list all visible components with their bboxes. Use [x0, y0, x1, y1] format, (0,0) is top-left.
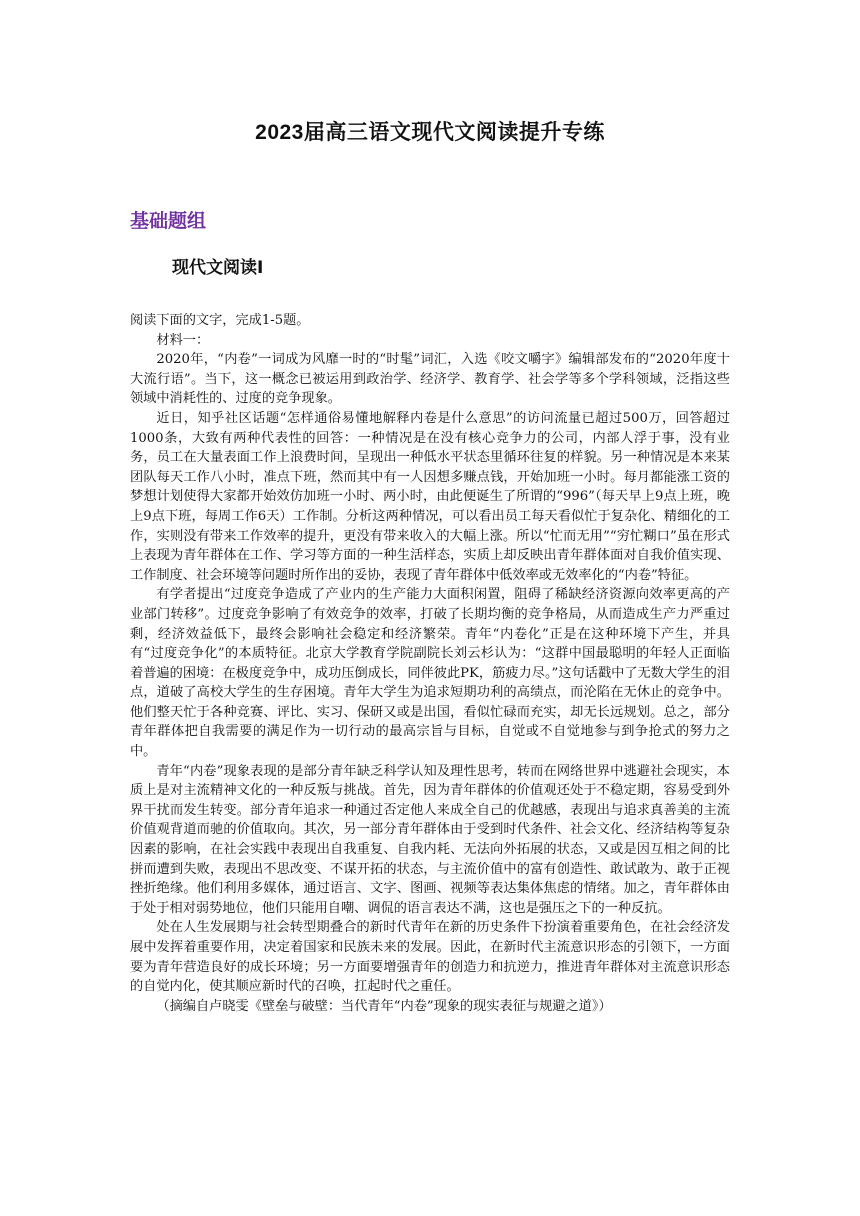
document-title: 2023届高三语文现代文阅读提升专练 — [255, 121, 605, 144]
instruction-text: 阅读下面的文字，完成1-5题。 — [130, 313, 310, 328]
paragraph-3: 有学者提出“过度竞争造成了产业内的生产能力大面积闲置，阻碍了稀缺经济资源向效率更高的产业部门转移”。过度竞争影响了有效竞争的效率，打破了长期均衡的竞争格局，从而造成生产力严重过剩，经济效益低下，最终会影响社会稳定和经济繁荣。青年“内卷化”正是在这种环境下产生，并具有“过度竞争化”的本质特征。北京大学教育学院副院长刘云杉认为：“这群中国最聪明的年轻人正面临着普遍的困境：在极度竞争中，成功压倒成长，同伴彼此PK，筋疲力尽。”这句话戳中了无数大学生的泪点，道破了高校大学生的生存困境。青年大学生为追求短期功利的高绩点，而沦陷在无休止的竞争中。他们整天忙于各种竞赛、评比、实习、保研又或是出国，看似忙碌而充实，却无长远规划。总之，部分青年群体把自我需要的满足作为一切行动的最高宗旨与目标，自觉或不自觉地参与到争抢式的努力之中。 — [130, 587, 730, 760]
reading-passage — [130, 311, 730, 1016]
section-heading: 基础题组 — [130, 211, 207, 232]
paragraph-2: 近日，知乎社区话题“怎样通俗易懂地解释内卷是什么意思”的访问流量已超过500万，回答超过1000条，大致有两种代表性的回答：一种情况是在没有核心竞争力的公司，内部人浮于事，没有业务，员工在大量表面工作上浪费时间，呈现出一种低水平状态里循环往复的样貌。另一种情况是本来某团队每天工作八小时，准点下班，然而其中有一人因想多赚点钱，开始加班一小时。每月都能涨工资的梦想计划使得大家都开始效仿加班一小时、两小时，由此便诞生了所谓的“996”（每天早上9点上班，晚上9点下班，每周工作6天）工作制。分析这两种情况，可以看出员工每天看似忙于复杂化、精细化的工作，实则没有带来工作效率的提升，更没有带来收入的大幅上涨。所以“忙而无用”“穷忙糊口”虽在形式上表现为青年群体在工作、学习等方面的一种生活样态，实质上却反映出青年群体面对自我价值实现、工作制度、社会环境等问题时所作出的妥协，表现了青年群体中低效率或无效率化的“内卷”特征。 — [130, 410, 730, 583]
paragraph-1: 2020年，“内卷”一词成为风靡一时的“时髦”词汇，入选《咬文嚼字》编辑部发布的“2020年度十大流行语”。当下，这一概念已被运用到政治学、经济学、教育学、社会学等多个学科领域，泛指这些领域中消耗性的、过度的竞争现象。 — [130, 352, 730, 407]
paragraph-5: 处在人生发展期与社会转型期叠合的新时代青年在新的历史条件下扮演着重要角色，在社会经济发展中发挥着重要作用，决定着国家和民族未来的发展。因此，在新时代主流意识形态的引领下，一方面要为青年营造良好的成长环境；另一方面要增强青年的创造力和抗逆力，推进青年群体对主流意识形态的自觉内化，使其顺应新时代的召唤，扛起时代之重任。 — [130, 920, 730, 995]
sub-heading: 现代文阅读Ⅰ — [172, 258, 264, 277]
paragraph-4: 青年“内卷”现象表现的是部分青年缺乏科学认知及理性思考，转而在网络世界中逃避社会现实，本质上是对主流精神文化的一种反叛与挑战。首先，因为青年群体的价值观还处于不稳定期，容易受到外界干扰而发生转变。部分青年追求一种通过否定他人来成全自己的优越感，表现出与追求真善美的主流价值观背道而驰的价值取向。其次，另一部分青年群体由于受到时代条件、社会文化、经济结构等复杂因素的影响，在社会实践中表现出自我重复、自我内耗、无法向外拓展的状态，又或是因互相之间的比拼而遭到失败，表现出不思改变、不谋开拓的状态，与主流价值中的富有创造性、敢试敢为、敢于正视挫折绝缘。他们利用多媒体，通过语言、文字、图画、视频等表达集体焦虑的情绪。加之，青年群体由于处于相对弱势地位，他们只能用自嘲、调侃的语言表达不满，这也是强压之下的一种反抗。 — [130, 763, 730, 916]
material-label: 材料一： — [156, 332, 210, 348]
source-citation: （摘编自卢晓雯《壁垒与破壁：当代青年“内卷”现象的现实表征与规避之道》） — [156, 998, 612, 1014]
